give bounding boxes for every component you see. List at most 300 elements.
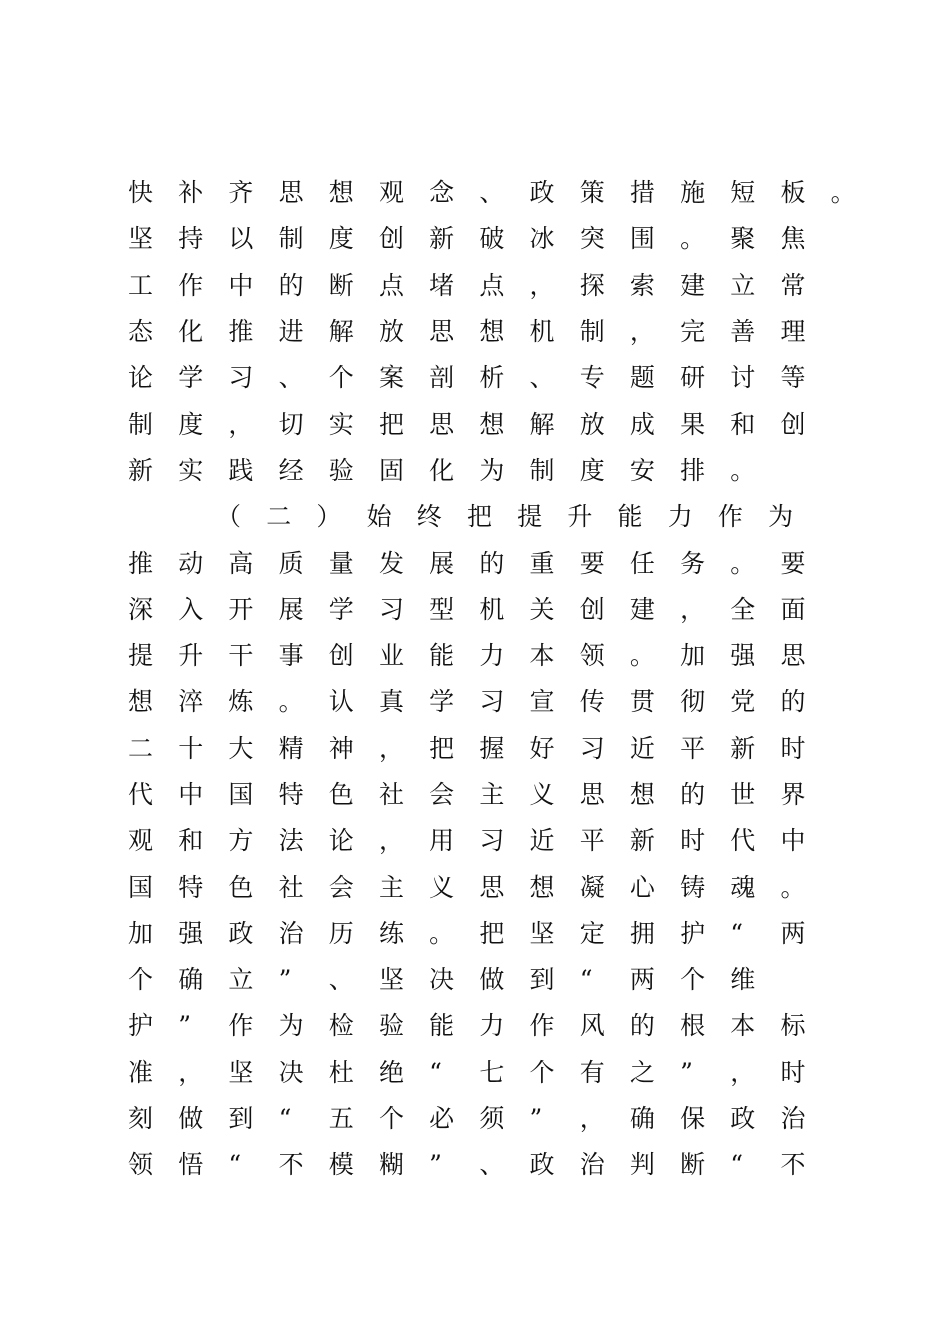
text-char: 的 — [479, 548, 505, 578]
text-line — [128, 540, 848, 586]
text-char: 思 — [429, 317, 455, 347]
text-char: 排 — [680, 455, 706, 485]
text-char: 思 — [429, 409, 455, 439]
text-char: 等 — [780, 363, 806, 393]
text-char: 重 — [529, 548, 555, 578]
text-char: 特 — [278, 780, 304, 809]
text-char: 讨 — [730, 363, 756, 393]
text-char: 快 — [128, 178, 154, 208]
text-char: 确 — [629, 1104, 655, 1134]
text-char: 要 — [579, 548, 605, 578]
text-char: 五 — [328, 1104, 354, 1134]
text-char: 持 — [178, 224, 204, 254]
text-char: 想 — [529, 872, 555, 902]
text-char: 特 — [178, 872, 204, 902]
text-char: 习 — [579, 733, 605, 763]
text-char: 念 — [429, 178, 455, 208]
text-char: 两 — [780, 918, 806, 948]
text-line — [128, 309, 848, 355]
text-char: 推 — [128, 548, 154, 578]
text-char: 切 — [278, 409, 304, 439]
text-char: 板 — [780, 178, 806, 208]
text-char: 平 — [579, 826, 605, 856]
text-char: ， — [378, 826, 404, 856]
text-char: 坚 — [378, 965, 404, 995]
text-char: 观 — [378, 178, 404, 208]
text-char: 进 — [278, 317, 304, 347]
text-char: 加 — [680, 641, 706, 671]
text-char: 习 — [228, 363, 254, 393]
text-char: 会 — [328, 872, 354, 902]
text-char: 剖 — [429, 363, 455, 393]
text-char: 破 — [479, 224, 505, 254]
text-char: 能 — [617, 502, 643, 532]
text-char: 时 — [680, 826, 706, 856]
text-char: 想 — [128, 687, 154, 717]
text-char: 能 — [429, 641, 455, 671]
text-char: 新 — [429, 224, 455, 254]
text-char: 发 — [378, 548, 404, 578]
text-char: 观 — [128, 826, 154, 856]
text-char: ” — [278, 965, 292, 995]
text-char: 、 — [529, 363, 555, 393]
text-char: 果 — [680, 409, 706, 439]
text-char: ” — [680, 1057, 693, 1087]
text-char: 界 — [780, 780, 806, 809]
text-char: ” — [429, 1150, 442, 1180]
text-char: 新 — [629, 826, 655, 856]
text-char: “ — [730, 918, 744, 948]
text-char: 量 — [328, 548, 354, 578]
text-char: 升 — [178, 641, 204, 671]
text-char: 政 — [228, 918, 254, 948]
text-char: 聚 — [730, 224, 756, 254]
text-char: 本 — [730, 1011, 756, 1041]
text-char: 领 — [579, 641, 605, 671]
text-char: 两 — [629, 965, 655, 995]
text-char: 想 — [479, 409, 505, 439]
text-char: 魂 — [730, 872, 756, 902]
text-char: ， — [178, 1057, 204, 1087]
text-char: 思 — [579, 780, 605, 809]
text-char: 刻 — [128, 1104, 154, 1134]
text-char: 度 — [178, 409, 204, 439]
text-char: 工 — [128, 270, 154, 300]
text-char: 色 — [328, 780, 354, 809]
text-char: 突 — [579, 224, 605, 254]
text-char: 练 — [378, 918, 404, 948]
text-char: 展 — [278, 594, 304, 624]
text-char: 加 — [128, 918, 154, 948]
text-char: 决 — [429, 965, 455, 995]
section-heading-line — [128, 494, 848, 540]
text-line — [128, 726, 848, 772]
text-char: 淬 — [178, 687, 204, 717]
text-char: 策 — [579, 178, 605, 208]
text-char: 作 — [529, 1011, 555, 1041]
text-line — [128, 957, 848, 1003]
text-char: 。 — [730, 455, 756, 485]
text-char: 到 — [529, 965, 555, 995]
text-char: 心 — [629, 872, 655, 902]
text-char: 断 — [680, 1150, 706, 1180]
text-char: 到 — [228, 1104, 254, 1134]
text-char: 的 — [629, 1011, 655, 1041]
text-line — [128, 1050, 848, 1096]
text-char: ） — [316, 502, 342, 532]
text-char: ， — [378, 733, 404, 763]
text-char: 中 — [780, 826, 806, 856]
text-line — [128, 1142, 848, 1188]
text-char: 析 — [479, 363, 505, 393]
text-char: 度 — [328, 224, 354, 254]
text-char: 和 — [730, 409, 756, 439]
text-char: 判 — [629, 1150, 655, 1180]
text-char: 实 — [178, 455, 204, 485]
text-char: 。 — [730, 548, 756, 578]
text-line — [128, 633, 848, 679]
text-char: 创 — [378, 224, 404, 254]
text-char: 冰 — [529, 224, 555, 254]
text-char: 任 — [629, 548, 655, 578]
text-char: 、 — [328, 965, 354, 995]
text-char: “ — [278, 1104, 292, 1134]
text-char: 主 — [378, 872, 404, 902]
text-char: 放 — [579, 409, 605, 439]
text-char: 义 — [529, 780, 555, 809]
text-line — [128, 587, 848, 633]
text-char: 杜 — [328, 1057, 354, 1087]
body-text — [128, 170, 856, 1189]
text-char: 。 — [680, 224, 706, 254]
text-char: “ — [228, 1150, 242, 1180]
text-char: 推 — [228, 317, 254, 347]
text-char: 拥 — [629, 918, 655, 948]
text-char: 做 — [178, 1104, 204, 1134]
text-char: 凝 — [579, 872, 605, 902]
text-char: 堵 — [429, 270, 455, 300]
text-char: 糊 — [378, 1150, 404, 1180]
text-char: 思 — [278, 178, 304, 208]
text-char: 平 — [680, 733, 706, 763]
text-char: 检 — [328, 1011, 354, 1041]
text-char: 作 — [717, 502, 743, 532]
text-char: 动 — [178, 548, 204, 578]
text-char: 主 — [479, 780, 505, 809]
text-char: 政 — [529, 1150, 555, 1180]
text-char: 学 — [429, 687, 455, 717]
text-char: ” — [529, 1104, 543, 1134]
text-char: 为 — [768, 502, 794, 532]
text-char: 作 — [178, 270, 204, 300]
text-char: 立 — [228, 965, 254, 995]
text-char: 机 — [529, 317, 555, 347]
text-char: 点 — [479, 270, 505, 300]
text-char: 国 — [228, 780, 254, 809]
text-char: 治 — [278, 918, 304, 948]
text-line — [128, 911, 848, 957]
text-char: 护 — [680, 918, 706, 948]
text-char: 习 — [479, 687, 505, 717]
text-char: 建 — [680, 270, 706, 300]
text-char: 立 — [730, 270, 756, 300]
text-char: 善 — [730, 317, 756, 347]
text-char: 贯 — [629, 687, 655, 717]
text-char: 验 — [378, 1011, 404, 1041]
text-char: 传 — [579, 687, 605, 717]
text-char: 模 — [328, 1150, 354, 1180]
text-char: 实 — [328, 409, 354, 439]
text-char: 彻 — [680, 687, 706, 717]
text-char: 七 — [479, 1057, 505, 1087]
text-line — [128, 864, 848, 910]
text-char: 焦 — [780, 224, 806, 254]
text-char: 高 — [228, 548, 254, 578]
text-char: 业 — [378, 641, 404, 671]
text-char: 力 — [667, 502, 693, 532]
text-char: 法 — [278, 826, 304, 856]
text-char: 二 — [266, 502, 292, 532]
text-char: 论 — [128, 363, 154, 393]
text-char: 中 — [228, 270, 254, 300]
text-char: 悟 — [178, 1150, 204, 1180]
text-char: （ — [216, 502, 242, 532]
text-char: 措 — [629, 178, 655, 208]
text-char: 干 — [228, 641, 254, 671]
text-char: 根 — [680, 1011, 706, 1041]
text-char: 社 — [278, 872, 304, 902]
text-char: 认 — [328, 687, 354, 717]
text-char: 为 — [479, 455, 505, 485]
text-char: 点 — [378, 270, 404, 300]
text-char: 用 — [429, 826, 455, 856]
text-char: 真 — [378, 687, 404, 717]
text-char: 和 — [178, 826, 204, 856]
text-char: 常 — [780, 270, 806, 300]
text-char: 断 — [328, 270, 354, 300]
text-char: 入 — [178, 594, 204, 624]
text-char: 大 — [228, 733, 254, 763]
text-char: ， — [579, 1104, 605, 1134]
text-char: 必 — [429, 1104, 455, 1134]
text-char: 经 — [278, 455, 304, 485]
text-char: 创 — [780, 409, 806, 439]
text-char: 社 — [378, 780, 404, 809]
text-char: 历 — [328, 918, 354, 948]
text-char: 须 — [479, 1104, 505, 1134]
text-char: 色 — [228, 872, 254, 902]
text-char: 治 — [780, 1104, 806, 1134]
text-char: 面 — [780, 594, 806, 624]
text-line — [128, 679, 848, 725]
text-char: 十 — [178, 733, 204, 763]
text-char: 化 — [429, 455, 455, 485]
text-char: 把 — [466, 502, 492, 532]
text-char: 开 — [228, 594, 254, 624]
text-char: 宣 — [529, 687, 555, 717]
text-char: “ — [730, 1150, 744, 1180]
text-char: 质 — [278, 548, 304, 578]
text-char: 个 — [680, 965, 706, 995]
text-char: 代 — [730, 826, 756, 856]
text-char: 围 — [629, 224, 655, 254]
text-char: 标 — [780, 1011, 806, 1041]
text-char: 以 — [228, 224, 254, 254]
text-char: 度 — [579, 455, 605, 485]
text-char: 铸 — [680, 872, 706, 902]
text-char: 始 — [366, 502, 392, 532]
text-char: 型 — [429, 594, 455, 624]
text-char: 决 — [278, 1057, 304, 1087]
text-char: 。 — [629, 641, 655, 671]
text-char: 方 — [228, 826, 254, 856]
text-char: 力 — [479, 641, 505, 671]
text-char: 领 — [128, 1150, 154, 1180]
text-char: 践 — [228, 455, 254, 485]
text-char: 把 — [378, 409, 404, 439]
text-char: 施 — [680, 178, 706, 208]
text-char: 、 — [278, 363, 304, 393]
text-char: 炼 — [228, 687, 254, 717]
text-char: 政 — [730, 1104, 756, 1134]
text-char: 握 — [479, 733, 505, 763]
text-char: 把 — [479, 918, 505, 948]
text-char: 世 — [730, 780, 756, 809]
text-char: 完 — [680, 317, 706, 347]
text-char: 制 — [529, 455, 555, 485]
text-line — [128, 818, 848, 864]
text-char: 强 — [178, 918, 204, 948]
text-char: 建 — [629, 594, 655, 624]
text-char: 个 — [529, 1057, 555, 1087]
text-char: 会 — [429, 780, 455, 809]
text-char: 时 — [780, 733, 806, 763]
text-char: 深 — [128, 594, 154, 624]
text-char: 不 — [780, 1150, 806, 1180]
text-char: 、 — [479, 178, 505, 208]
text-char: “ — [429, 1057, 442, 1087]
text-char: 全 — [730, 594, 756, 624]
text-char: 的 — [278, 270, 304, 300]
text-char: 展 — [429, 548, 455, 578]
text-char: 的 — [780, 687, 806, 717]
text-char: 创 — [579, 594, 605, 624]
text-char: ， — [730, 1057, 756, 1087]
text-char: 解 — [328, 317, 354, 347]
text-char: 探 — [579, 270, 605, 300]
text-char: 义 — [429, 872, 455, 902]
text-char: 想 — [479, 317, 505, 347]
text-char: 护 — [128, 1011, 154, 1041]
text-char: 做 — [479, 965, 505, 995]
text-line — [128, 170, 856, 216]
text-char: 坚 — [228, 1057, 254, 1087]
text-char: 学 — [178, 363, 204, 393]
text-char: 制 — [278, 224, 304, 254]
text-char: 放 — [378, 317, 404, 347]
text-char: 近 — [629, 733, 655, 763]
text-char: 短 — [730, 178, 756, 208]
text-char: 时 — [780, 1057, 806, 1087]
text-char: 成 — [629, 409, 655, 439]
text-char: 精 — [278, 733, 304, 763]
text-char: 习 — [479, 826, 505, 856]
text-char: ， — [529, 270, 555, 300]
text-char: 。 — [278, 687, 304, 717]
text-char: 习 — [378, 594, 404, 624]
text-line — [128, 448, 848, 494]
text-char: 论 — [328, 826, 354, 856]
text-char: 思 — [780, 641, 806, 671]
text-char: 思 — [479, 872, 505, 902]
text-char: 保 — [680, 1104, 706, 1134]
text-char: 作 — [228, 1011, 254, 1041]
text-char: 创 — [328, 641, 354, 671]
text-line — [128, 355, 848, 401]
text-line — [128, 1003, 848, 1049]
text-char: 力 — [479, 1011, 505, 1041]
text-char: 神 — [328, 733, 354, 763]
text-char: 验 — [328, 455, 354, 485]
text-char: 安 — [629, 455, 655, 485]
text-char: 能 — [429, 1011, 455, 1041]
text-char: 坚 — [128, 224, 154, 254]
text-char: ， — [680, 594, 706, 624]
text-char: 固 — [378, 455, 404, 485]
text-char: 绝 — [378, 1057, 404, 1087]
text-char: 务 — [680, 548, 706, 578]
text-char: 终 — [416, 502, 442, 532]
text-char: 为 — [278, 1011, 304, 1041]
text-char: ， — [629, 317, 655, 347]
text-char: 个 — [128, 965, 154, 995]
text-char: 。 — [830, 178, 856, 208]
text-char: 、 — [479, 1150, 505, 1180]
text-char: 制 — [128, 409, 154, 439]
text-char: 案 — [378, 363, 404, 393]
text-char: 准 — [128, 1057, 154, 1087]
text-char: 提 — [517, 502, 543, 532]
text-char: 。 — [429, 918, 455, 948]
text-char: 索 — [629, 270, 655, 300]
text-char: 机 — [479, 594, 505, 624]
text-char: 解 — [529, 409, 555, 439]
text-char: 好 — [529, 733, 555, 763]
text-char: 想 — [629, 780, 655, 809]
text-char: 坚 — [529, 918, 555, 948]
text-char: 不 — [278, 1150, 304, 1180]
text-char: 维 — [730, 965, 756, 995]
text-char: 关 — [529, 594, 555, 624]
text-char: 风 — [579, 1011, 605, 1041]
text-char: 确 — [178, 965, 204, 995]
text-char: 提 — [128, 641, 154, 671]
text-char: 国 — [128, 872, 154, 902]
text-char: 新 — [128, 455, 154, 485]
text-char: 有 — [579, 1057, 605, 1087]
text-char: 个 — [328, 363, 354, 393]
text-char: ， — [228, 409, 254, 439]
text-char: 想 — [328, 178, 354, 208]
text-char: ” — [178, 1011, 191, 1041]
text-char: 事 — [278, 641, 304, 671]
text-char: 强 — [730, 641, 756, 671]
text-line — [128, 401, 848, 447]
text-char: 个 — [378, 1104, 404, 1134]
text-char: 代 — [128, 780, 154, 809]
text-char: “ — [579, 965, 593, 995]
text-char: 要 — [780, 548, 806, 578]
